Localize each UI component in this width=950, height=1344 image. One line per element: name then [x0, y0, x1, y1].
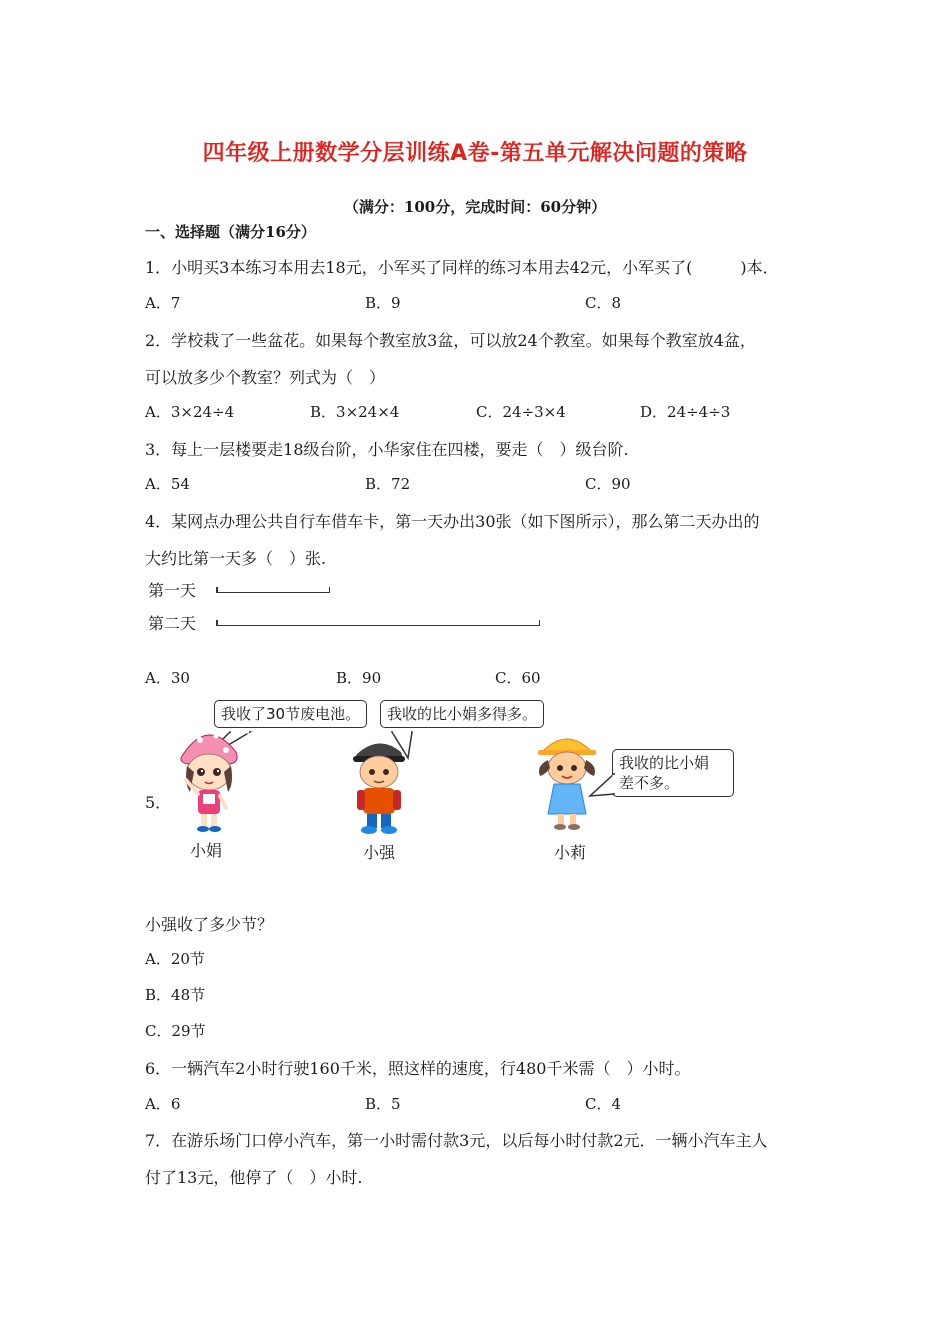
question-4-line1: 4．某网点办理公共自行车借车卡，第一天办出30张（如下图所示），那么第二天办出的 [145, 512, 760, 531]
q3-option-a: A．54 [145, 475, 190, 493]
bar-day2 [216, 619, 540, 626]
question-2-line1: 2．学校栽了一些盆花。如果每个教室放3盆，可以放24个教室。如果每个教室放4盆， [145, 331, 756, 350]
page-title: 四年级上册数学分层训练A卷-第五单元解决问题的策略 [202, 141, 748, 166]
q5-option-c: C．29节 [145, 1022, 206, 1040]
bubble-text-xiaoli-line2: 差不多。 [619, 774, 680, 792]
xiaoli-illustration [532, 730, 602, 834]
bubble-text-xiaoli-line1: 我收的比小娟 [619, 754, 710, 772]
question-3: 3．每上一层楼要走18级台阶，小华家住在四楼，要走（ ）级台阶. [145, 440, 629, 459]
question-1: 1．小明买3本练习本用去18元，小军买了同样的练习本用去42元，小军买了( )本． [145, 258, 779, 277]
q5-option-b: B．48节 [145, 986, 206, 1004]
bubble-text-xiaoqiang: 我收的比小娟多得多。 [387, 705, 538, 723]
name-xiaoqiang: 小强 [363, 843, 396, 862]
exam-info: （满分：100分，完成时间：60分钟） [343, 198, 607, 216]
q4-option-b: B．90 [336, 669, 382, 687]
q4-option-a: A．30 [145, 669, 190, 687]
question-6: 6．一辆汽车2小时行驶160千米，照这样的速度，行480千米需（ ）小时。 [145, 1059, 691, 1078]
q6-option-a: A．6 [145, 1095, 181, 1113]
question-5-number: 5． [145, 793, 172, 812]
q2-option-c: C．24÷3×4 [476, 403, 566, 421]
xiaojuan-illustration [170, 722, 250, 834]
q2-option-b: B．3×24×4 [310, 403, 400, 421]
question-7-line1: 7．在游乐场门口停小汽车，第一小时需付款3元，以后每小时付款2元．一辆小汽车主人 [145, 1131, 768, 1150]
question-5: 小强收了多少节？ [145, 915, 274, 934]
section-heading: 一、选择题（满分16分） [145, 223, 316, 241]
q5-option-a: A．20节 [145, 950, 205, 968]
name-xiaoli: 小莉 [554, 843, 587, 862]
speech-bubble-xiaoli [612, 749, 734, 797]
bar-day1 [216, 586, 330, 593]
q6-option-c: C．4 [585, 1095, 622, 1113]
question-4-line2: 大约比第一天多（ ）张. [145, 549, 327, 568]
name-xiaojuan: 小娟 [190, 841, 223, 860]
q3-option-b: B．72 [365, 475, 411, 493]
bubble-text-xiaojuan: 我收了30节废电池。 [221, 705, 361, 723]
xiaoqiang-illustration [345, 736, 415, 836]
q6-option-b: B．5 [365, 1095, 401, 1113]
q1-option-c: C．8 [585, 294, 622, 312]
bar-label-day2: 第二天 [148, 614, 197, 633]
q4-option-c: C．60 [495, 669, 541, 687]
question-7-line2: 付了13元，他停了（ ）小时. [145, 1168, 363, 1187]
question-2-line2: 可以放多少个教室？列式为（ ） [145, 368, 386, 387]
q2-option-a: A．3×24÷4 [145, 403, 235, 421]
bar-label-day1: 第一天 [148, 581, 197, 600]
q1-option-b: B．9 [365, 294, 401, 312]
q3-option-c: C．90 [585, 475, 631, 493]
q2-option-d: D．24÷4÷3 [640, 403, 731, 421]
q1-option-a: A．7 [145, 294, 181, 312]
